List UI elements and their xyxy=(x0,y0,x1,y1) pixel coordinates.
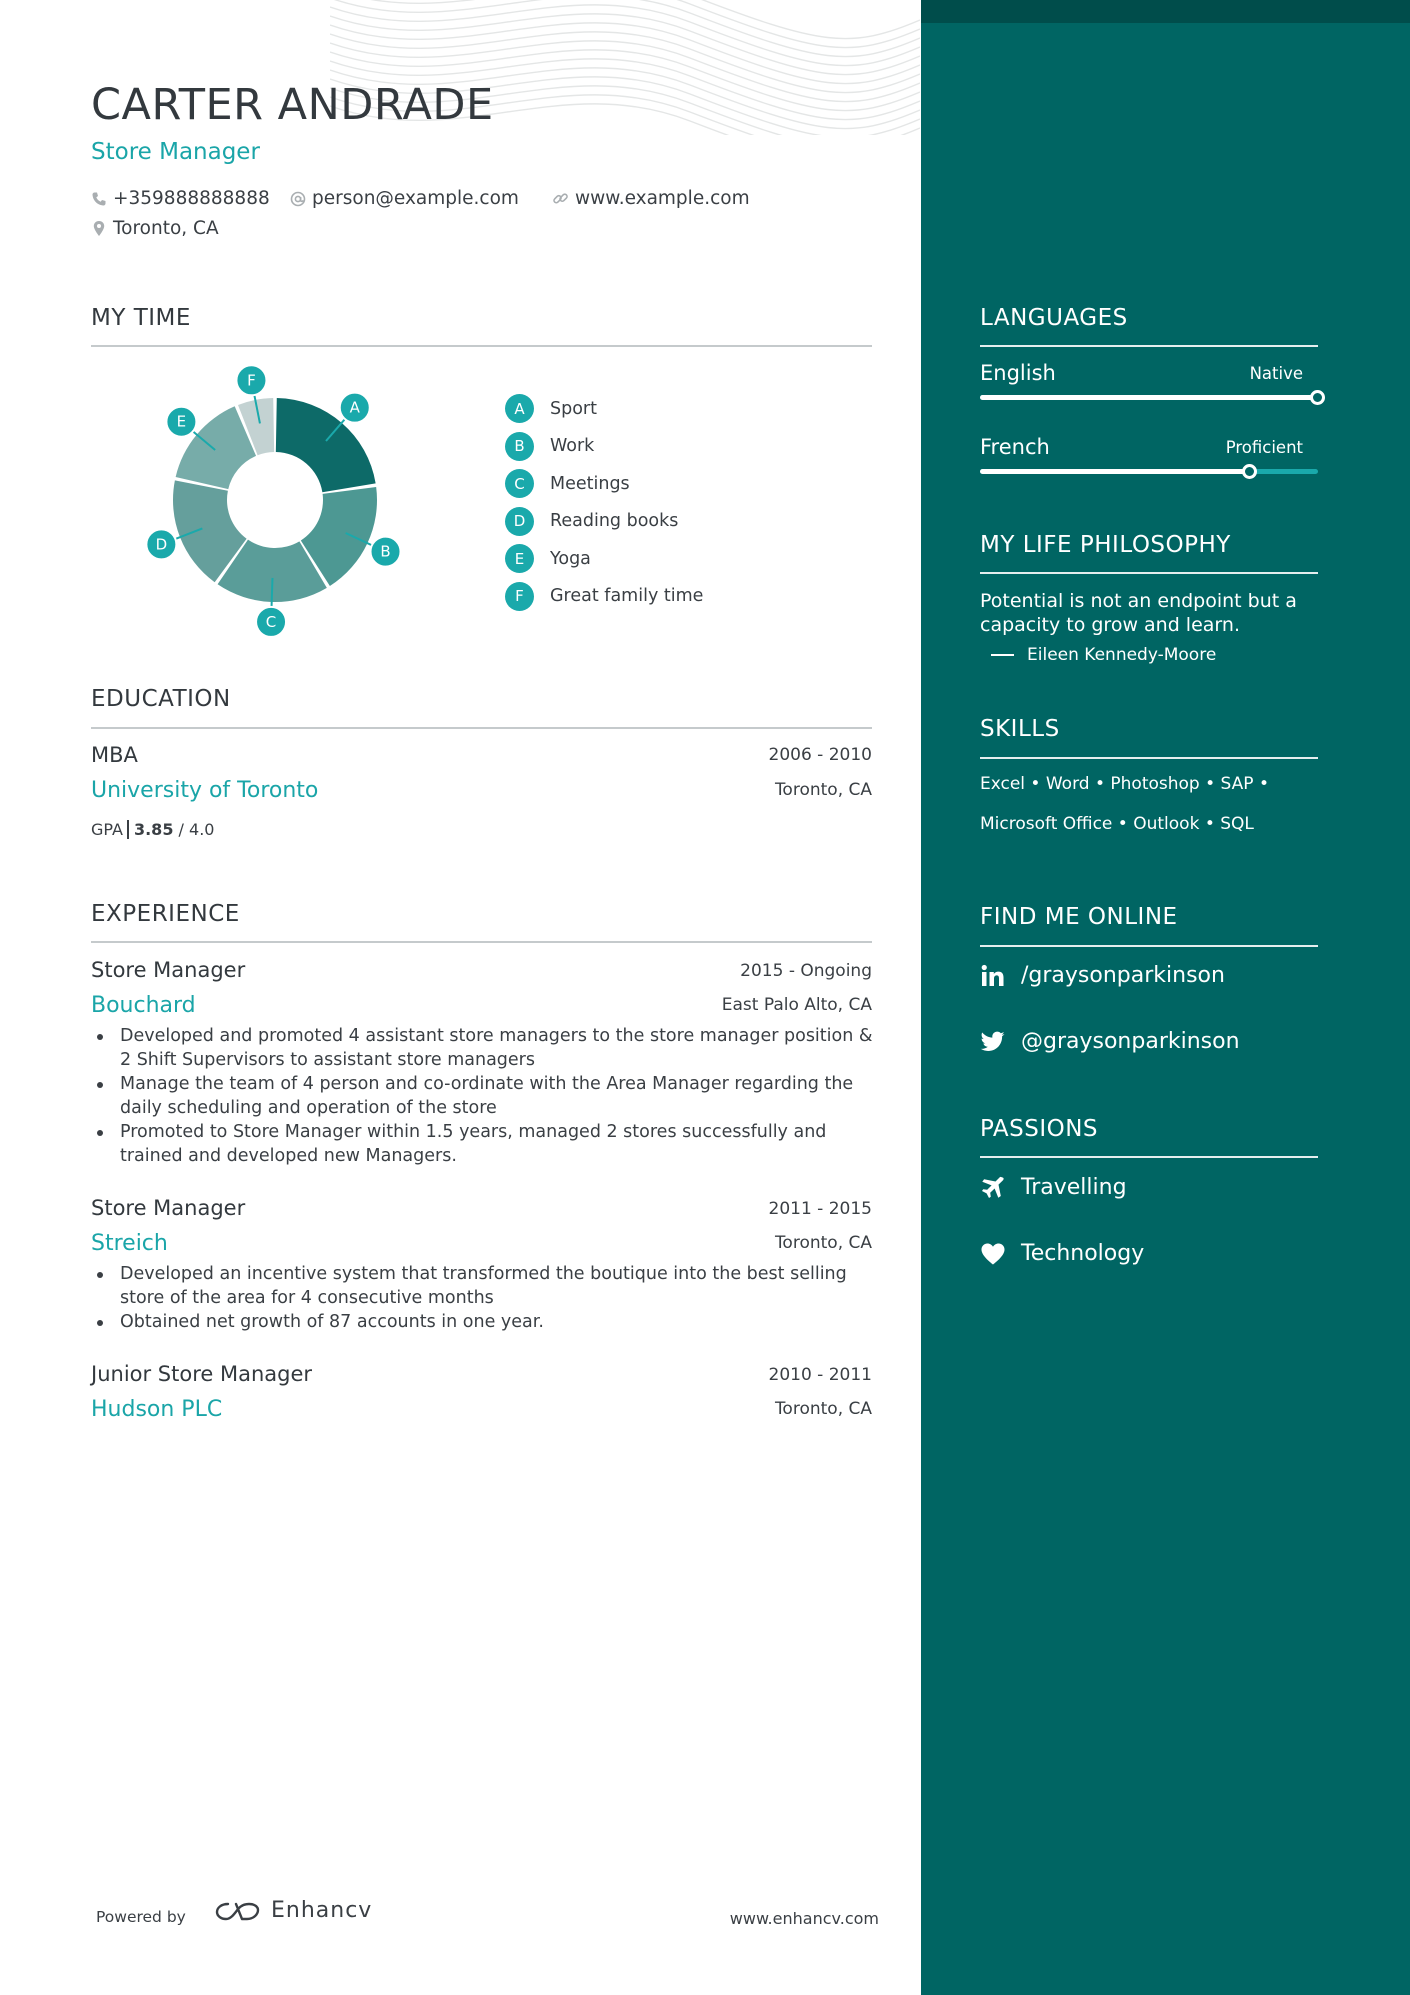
skills-divider xyxy=(980,757,1318,759)
phone-icon xyxy=(91,191,107,207)
location-text: Toronto, CA xyxy=(113,218,219,239)
legend-badge: B xyxy=(505,432,534,461)
legend-label: Work xyxy=(550,436,595,456)
plane-icon xyxy=(980,1176,1006,1200)
languages-heading: LANGUAGES xyxy=(980,305,1128,331)
author-name: Eileen Kennedy-Moore xyxy=(1027,645,1217,665)
contact-phone[interactable] xyxy=(91,188,270,209)
legend-item xyxy=(505,469,630,498)
education-heading: EDUCATION xyxy=(91,686,231,712)
passions-divider xyxy=(980,1156,1318,1158)
job-dates: 2011 - 2015 xyxy=(768,1199,872,1219)
job-bullet: Promoted to Store Manager within 1.5 years, managed 2 stores successfully and trained and developed new Managers. xyxy=(91,1120,881,1168)
philosophy-divider xyxy=(980,572,1318,574)
link-icon xyxy=(552,190,569,207)
legend-label: Meetings xyxy=(550,473,630,494)
enhancv-logo-text: Enhancv xyxy=(271,1898,373,1923)
phone-text: +359888888888 xyxy=(113,188,270,209)
job-company: Streich xyxy=(91,1231,168,1256)
contact-email[interactable] xyxy=(290,188,519,209)
passion-item xyxy=(980,1241,1144,1266)
passion-label: Travelling xyxy=(1021,1175,1127,1200)
philosophy-heading: MY LIFE PHILOSOPHY xyxy=(980,532,1231,558)
donut-label-letter: E xyxy=(176,412,187,431)
legend-item xyxy=(505,507,678,536)
legend-badge: F xyxy=(505,582,534,611)
job-bullet: Developed an incentive system that transformed the boutique into the best selling store of the area for 4 consecutive months xyxy=(91,1262,881,1310)
heart-icon xyxy=(980,1242,1006,1266)
gpa-separator xyxy=(127,820,129,839)
twitter-handle: @graysonparkinson xyxy=(1021,1029,1240,1054)
job-role: Junior Store Manager xyxy=(91,1362,313,1386)
job-location: Toronto, CA xyxy=(774,1399,872,1419)
education-school: University of Toronto xyxy=(91,778,319,803)
passions-heading: PASSIONS xyxy=(980,1116,1099,1142)
donut-label-letter: C xyxy=(265,612,277,631)
skills-heading: SKILLS xyxy=(980,716,1060,742)
education-location: Toronto, CA xyxy=(774,780,872,800)
email-text: person@example.com xyxy=(312,188,519,209)
job-dates: 2015 - Ongoing xyxy=(740,961,872,981)
language-bar xyxy=(980,395,1318,400)
contact-location xyxy=(91,218,219,239)
education-dates: 2006 - 2010 xyxy=(768,745,872,765)
philosophy-quote: Potential is not an endpoint but a capacity to grow and learn. xyxy=(980,590,1297,636)
legend-label: Yoga xyxy=(550,548,591,569)
language-bar xyxy=(980,469,1318,474)
education-divider xyxy=(91,727,872,729)
legend-label: Sport xyxy=(550,398,597,419)
donut-label-letter: B xyxy=(380,542,391,561)
twitter-link[interactable] xyxy=(980,1029,1240,1054)
candidate-title: Store Manager xyxy=(91,139,260,165)
job-role: Store Manager xyxy=(91,958,246,982)
candidate-name: CARTER ANDRADE xyxy=(91,80,494,130)
gpa-max: / 4.0 xyxy=(178,820,215,839)
language-bar-fill xyxy=(980,469,1250,474)
language-level: Proficient xyxy=(1225,438,1303,457)
job-bullet: Developed and promoted 4 assistant store managers to the store manager position & 2 Shift Supervisors to assistant store managers xyxy=(91,1024,881,1072)
language-level: Native xyxy=(1249,364,1303,383)
job-company: Bouchard xyxy=(91,993,196,1018)
my-time-heading: MY TIME xyxy=(91,305,191,331)
online-divider xyxy=(980,945,1318,947)
passion-label: Technology xyxy=(1021,1241,1145,1266)
location-pin-icon xyxy=(91,220,107,237)
job-location: Toronto, CA xyxy=(774,1233,872,1253)
legend-item xyxy=(505,582,703,611)
language-bar-fill xyxy=(980,395,1318,400)
job-dates: 2010 - 2011 xyxy=(768,1365,872,1385)
legend-badge: A xyxy=(505,394,534,423)
skills-line: Excel • Word • Photoshop • SAP • xyxy=(980,774,1269,794)
language-bar-knob xyxy=(1310,390,1325,405)
at-icon xyxy=(290,191,306,207)
donut-label-letter: D xyxy=(155,535,168,554)
donut-label-letter: A xyxy=(349,398,360,417)
job-bullets xyxy=(91,1024,881,1168)
sidebar xyxy=(921,0,1410,1995)
legend-item xyxy=(505,432,594,461)
author-dash xyxy=(991,654,1014,656)
linkedin-link[interactable] xyxy=(980,963,1225,988)
language-name: French xyxy=(980,435,1050,459)
sidebar-top-bar xyxy=(921,0,1410,23)
legend-badge: E xyxy=(505,544,534,573)
footer-url[interactable]: www.enhancv.com xyxy=(729,1909,879,1928)
passion-item xyxy=(980,1175,1127,1200)
donut-label-letter: F xyxy=(247,371,256,390)
job-bullet: Obtained net growth of 87 accounts in one year. xyxy=(91,1310,881,1334)
education-gpa xyxy=(91,820,214,839)
enhancv-logo-icon xyxy=(214,1900,262,1922)
job-role: Store Manager xyxy=(91,1196,246,1220)
skills-line: Microsoft Office • Outlook • SQL xyxy=(980,814,1254,834)
enhancv-logo[interactable] xyxy=(214,1898,372,1923)
job-location: East Palo Alto, CA xyxy=(721,995,872,1015)
powered-by-text: Powered by xyxy=(96,1908,186,1926)
linkedin-handle: /graysonparkinson xyxy=(1021,963,1225,988)
online-heading: FIND ME ONLINE xyxy=(980,904,1178,930)
education-degree: MBA xyxy=(91,743,138,767)
job-company: Hudson PLC xyxy=(91,1397,223,1422)
languages-divider xyxy=(980,345,1318,347)
legend-item xyxy=(505,394,597,423)
legend-label: Reading books xyxy=(550,511,679,531)
job-bullet: Manage the team of 4 person and co-ordinate with the Area Manager regarding the daily scheduling and operation of the store xyxy=(91,1072,881,1120)
legend-label: Great family time xyxy=(550,586,704,606)
legend-item xyxy=(505,544,591,573)
experience-divider xyxy=(91,941,872,943)
twitter-icon xyxy=(980,1031,1006,1053)
philosophy-author xyxy=(991,645,1216,665)
language-name: English xyxy=(980,361,1056,385)
job-bullets xyxy=(91,1262,881,1334)
gpa-label: GPA xyxy=(91,820,123,839)
legend-badge: D xyxy=(505,507,534,536)
experience-heading: EXPERIENCE xyxy=(91,901,240,927)
legend-badge: C xyxy=(505,469,534,498)
my-time-divider xyxy=(91,345,872,347)
website-text: www.example.com xyxy=(575,188,750,209)
linkedin-icon xyxy=(980,964,1006,988)
contact-website[interactable] xyxy=(552,188,750,209)
gpa-value: 3.85 xyxy=(133,820,174,839)
my-time-donut-chart xyxy=(130,360,410,640)
